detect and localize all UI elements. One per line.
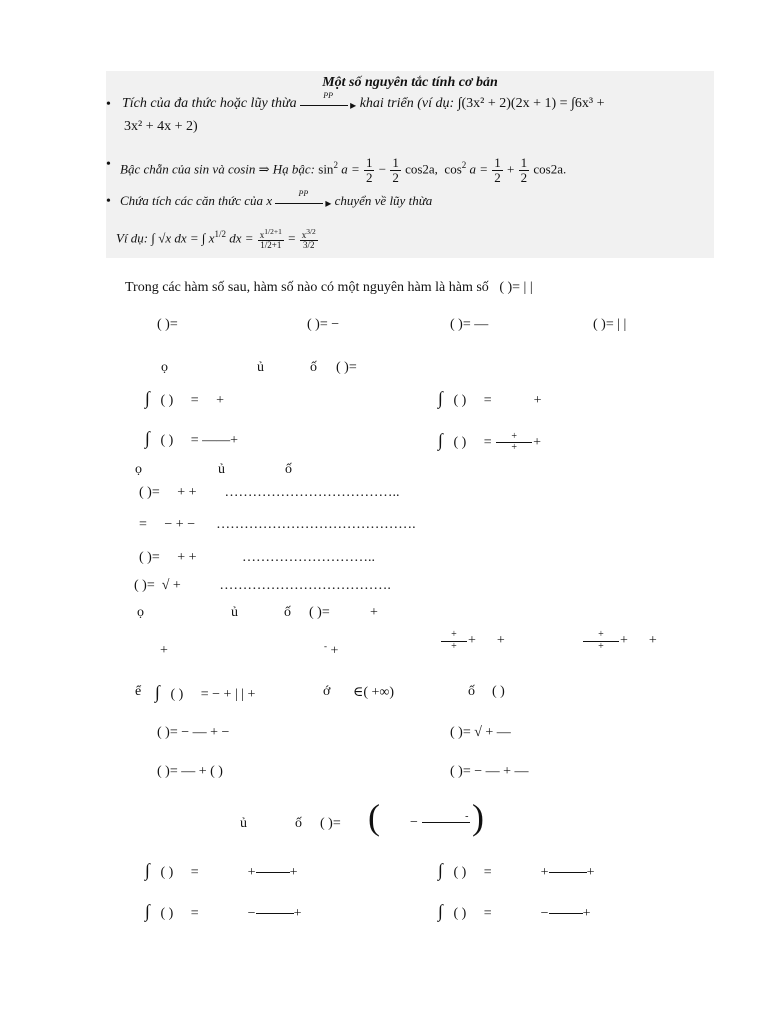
option2-c: $\frac{+}{+}$ + + (440, 630, 505, 652)
arrow-icon: PP ▸ (275, 195, 331, 209)
frag-oi: ớ (323, 684, 331, 699)
item-2: = − + − ……………………………………. (139, 517, 416, 532)
frag-f4: ( )= (309, 605, 330, 620)
rule2: Bậc chẵn của sin và cosin ⇒ Hạ bậc: $\sin^2 a$ = $\frac{1}{2}$ − $\frac{1}{2}$ cos2a, $\cos^2 a$ = $\frac{1}{2}$ + $\frac{1}{2}$ cos2a. (120, 155, 567, 185)
integral2-row-b: ∫ ( ) = + + (438, 860, 595, 880)
frag-o4: ố (285, 462, 292, 477)
frag-plus: + (370, 605, 378, 620)
option2-a: + (160, 643, 168, 658)
option2-d: $\frac{+}{+}$ + + (582, 630, 657, 652)
integral2-row-a: ∫ ( ) = + + (145, 860, 298, 880)
option-a: ( )= (157, 317, 178, 332)
item-4: ( )= √ + ………………………………. (134, 578, 391, 593)
frag-o3: ọ (135, 462, 142, 477)
option3-d: ( )= − — + — (450, 764, 529, 779)
frag-o: ọ (161, 360, 168, 375)
paren-right: ) (472, 797, 484, 837)
formula-box (106, 71, 714, 258)
frag-e: ể (135, 684, 142, 699)
integral-row-b: ∫ ( ) = + (438, 388, 542, 408)
integral2-row-c: ∫ ( ) = − + (145, 901, 302, 921)
option2-b: - + (324, 641, 339, 659)
frag-u3: ủ (218, 462, 225, 477)
frag-o6: ố (284, 605, 291, 620)
box-title: Một số nguyên tắc tính cơ bản (322, 75, 498, 90)
item-3: ( )= + + ……………………….. (139, 550, 376, 565)
option-c: ( )= — (450, 317, 489, 332)
frag-o5: ọ (137, 605, 144, 620)
integral2-row-d: ∫ ( ) = − + (438, 901, 591, 921)
frag-o8: ố (295, 816, 302, 831)
frag-u5: ủ (231, 605, 238, 620)
line6-expr: − - (410, 810, 469, 830)
rule1-formula-cont: 3x² + 4x + 2) (124, 119, 198, 134)
question-text: Trong các hàm số sau, hàm số nào có một nguyên hàm là hàm số ( )= | | (125, 280, 533, 295)
rule3: Chứa tích các căn thức của x PP ▸ chuyển về lũy thừa (120, 189, 433, 211)
option3-b: ( )= √ + — (450, 725, 511, 740)
line5-expr: ∫ ( ) = − + | | + (155, 682, 256, 702)
frag-o7: ố (468, 684, 475, 699)
bullet-3: • (106, 194, 111, 209)
frag-u6: ủ (240, 816, 247, 831)
example: Ví dụ: ∫ √x dx = ∫ $x^{1/2}$ dx = $\frac{x^{1/2+1}}{1/2+1}$ = $\frac{x^{3/2}}{3/2}$ (116, 226, 316, 251)
frag-f6: ( )= (320, 816, 341, 831)
rule1-text: Tích của đa thức hoặc lũy thừa PP ▸ khai triển (ví dụ: ∫(3x² + 2)(2x + 1) = ∫6x³ + (122, 90, 605, 112)
integral-row-d: ∫ ( ) = $\frac{+}{+}$ + (438, 430, 542, 454)
paren-left: ( (368, 797, 380, 837)
integral-row-a: ∫ ( ) = + (145, 388, 225, 408)
frag-o2: ố (310, 360, 317, 375)
integral-row-c: ∫ ( ) = ——+ (145, 428, 239, 448)
domain-interval: ∈( +∞) (353, 685, 395, 700)
option3-c: ( )= — + ( ) (157, 764, 223, 779)
arrow-icon: PP ▸ (300, 97, 356, 111)
frag-u: ủ (257, 360, 264, 375)
frag-f5: ( ) (492, 684, 505, 699)
bullet-1: • (106, 97, 111, 112)
option-d: ( )= | | (593, 317, 627, 332)
item-1: ( )= + + ……………………………….. (139, 485, 400, 500)
option3-a: ( )= − — + − (157, 725, 230, 740)
bullet-2: • (106, 157, 111, 172)
frag-f: ( )= (336, 360, 357, 375)
option-b: ( )= − (307, 317, 340, 332)
